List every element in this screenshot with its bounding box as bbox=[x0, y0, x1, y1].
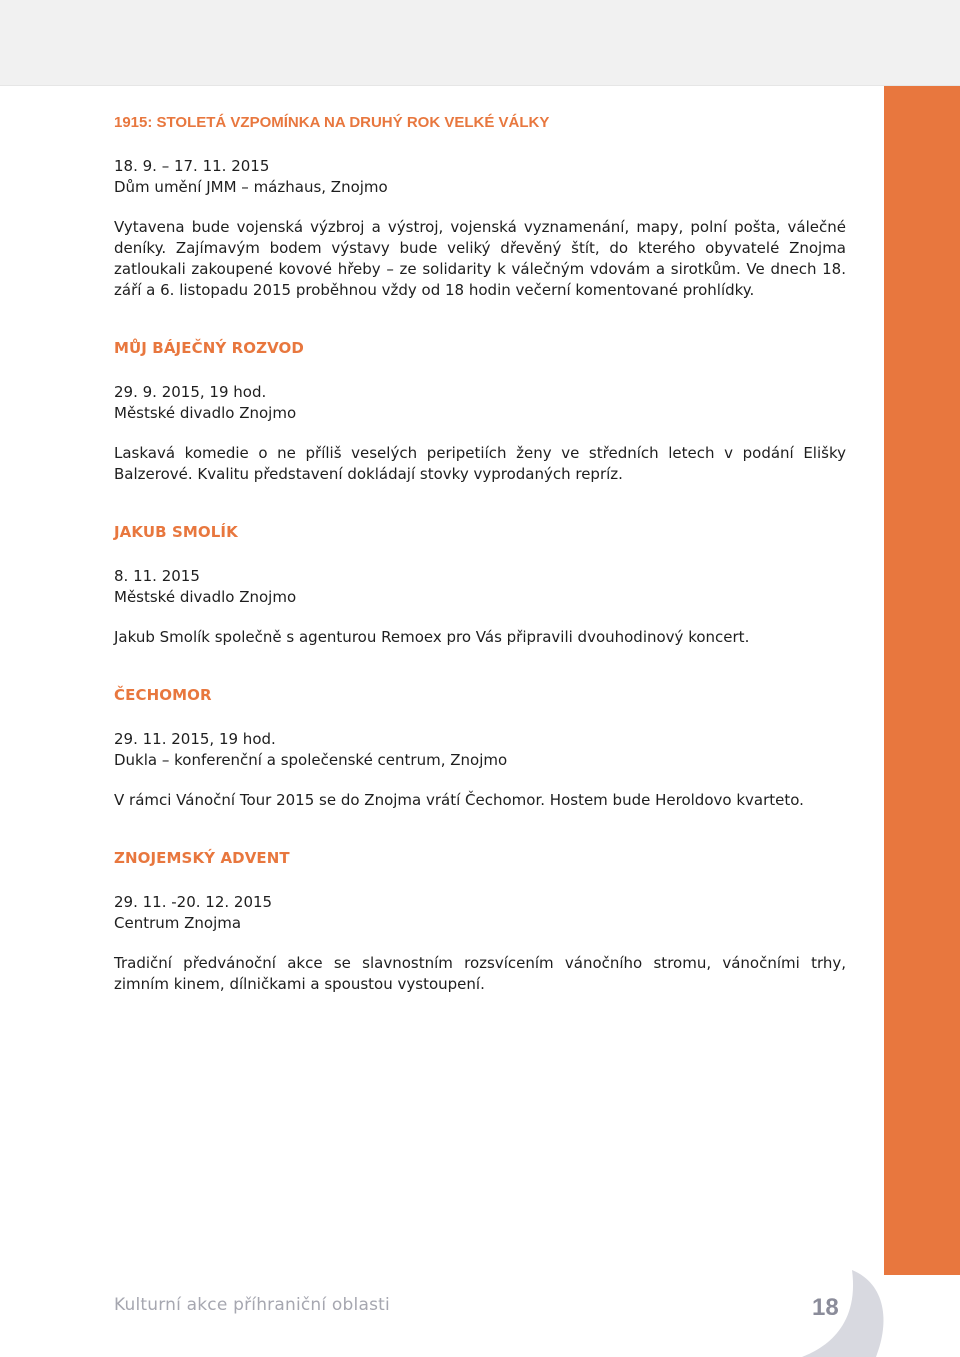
top-band bbox=[0, 0, 960, 86]
event-date: 29. 9. 2015, 19 hod. bbox=[114, 383, 267, 401]
event-1915 bbox=[114, 112, 846, 301]
event-date: 29. 11. -20. 12. 2015 bbox=[114, 893, 273, 911]
event-meta bbox=[114, 156, 846, 198]
event-venue: Dukla – konferenční a společenské centrum, Znojmo bbox=[114, 751, 508, 769]
event-meta bbox=[114, 382, 846, 424]
footer-title: Kulturní akce příhraniční oblasti bbox=[114, 1295, 390, 1315]
page-number: 18 bbox=[812, 1294, 839, 1321]
event-muj-bajecny-rozvod bbox=[114, 338, 846, 485]
event-cechomor bbox=[114, 685, 846, 811]
event-venue: Městské divadlo Znojmo bbox=[114, 588, 297, 606]
event-title: JAKUB SMOLÍK bbox=[114, 523, 238, 541]
event-description: Tradiční předvánoční akce se slavnostním rozsvícením vánočního stromu, vánočními trhy, zimním kinem, dílničkami a spoustou vystoupení. bbox=[114, 954, 846, 993]
event-date: 29. 11. 2015, 19 hod. bbox=[114, 730, 276, 748]
event-venue: Městské divadlo Znojmo bbox=[114, 404, 297, 422]
event-title: ČECHOMOR bbox=[114, 686, 212, 704]
event-meta bbox=[114, 729, 846, 771]
orange-side-bar bbox=[884, 86, 960, 1275]
page-number-swoosh bbox=[790, 1270, 890, 1357]
event-description: Laskavá komedie o ne příliš veselých peripetiích ženy ve středních letech v podání Elišky Balzerové. Kvalitu představení dokládají stovky vyprodaných repríz. bbox=[114, 444, 846, 483]
event-date: 18. 9. – 17. 11. 2015 bbox=[114, 157, 270, 175]
event-title: MŮJ BÁJEČNÝ ROZVOD bbox=[114, 339, 304, 357]
event-venue: Centrum Znojma bbox=[114, 914, 242, 932]
event-list bbox=[114, 112, 846, 1032]
event-meta bbox=[114, 892, 846, 934]
event-venue: Dům umění JMM – mázhaus, Znojmo bbox=[114, 178, 388, 196]
event-title: ZNOJEMSKÝ ADVENT bbox=[114, 849, 290, 867]
event-description: Vytavena bude vojenská výzbroj a výstroj, vojenská vyznamenání, mapy, polní pošta, válečné deníky. Zajímavým bodem výstavy bude veliký dřevěný štít, do kterého obyvatelé Znojma zatloukali zakoupené kovové hřeby – ze solidarity k válečným vdovám a sirotkům. Ve dnech 18. září a 6. listopadu 2015 proběhnou vždy od 18 hodin večerní komentované prohlídky. bbox=[114, 218, 846, 299]
event-meta bbox=[114, 566, 846, 608]
event-title: 1915: STOLETÁ VZPOMÍNKA NA DRUHÝ ROK VELKÉ VÁLKY bbox=[114, 114, 550, 131]
event-jakub-smolik bbox=[114, 522, 846, 648]
event-date: 8. 11. 2015 bbox=[114, 567, 200, 585]
event-description: Jakub Smolík společně s agenturou Remoex pro Vás připravili dvouhodinový koncert. bbox=[114, 628, 750, 646]
event-znojemsky-advent bbox=[114, 848, 846, 995]
event-description: V rámci Vánoční Tour 2015 se do Znojma vrátí Čechomor. Hostem bude Heroldovo kvarteto. bbox=[114, 791, 804, 809]
